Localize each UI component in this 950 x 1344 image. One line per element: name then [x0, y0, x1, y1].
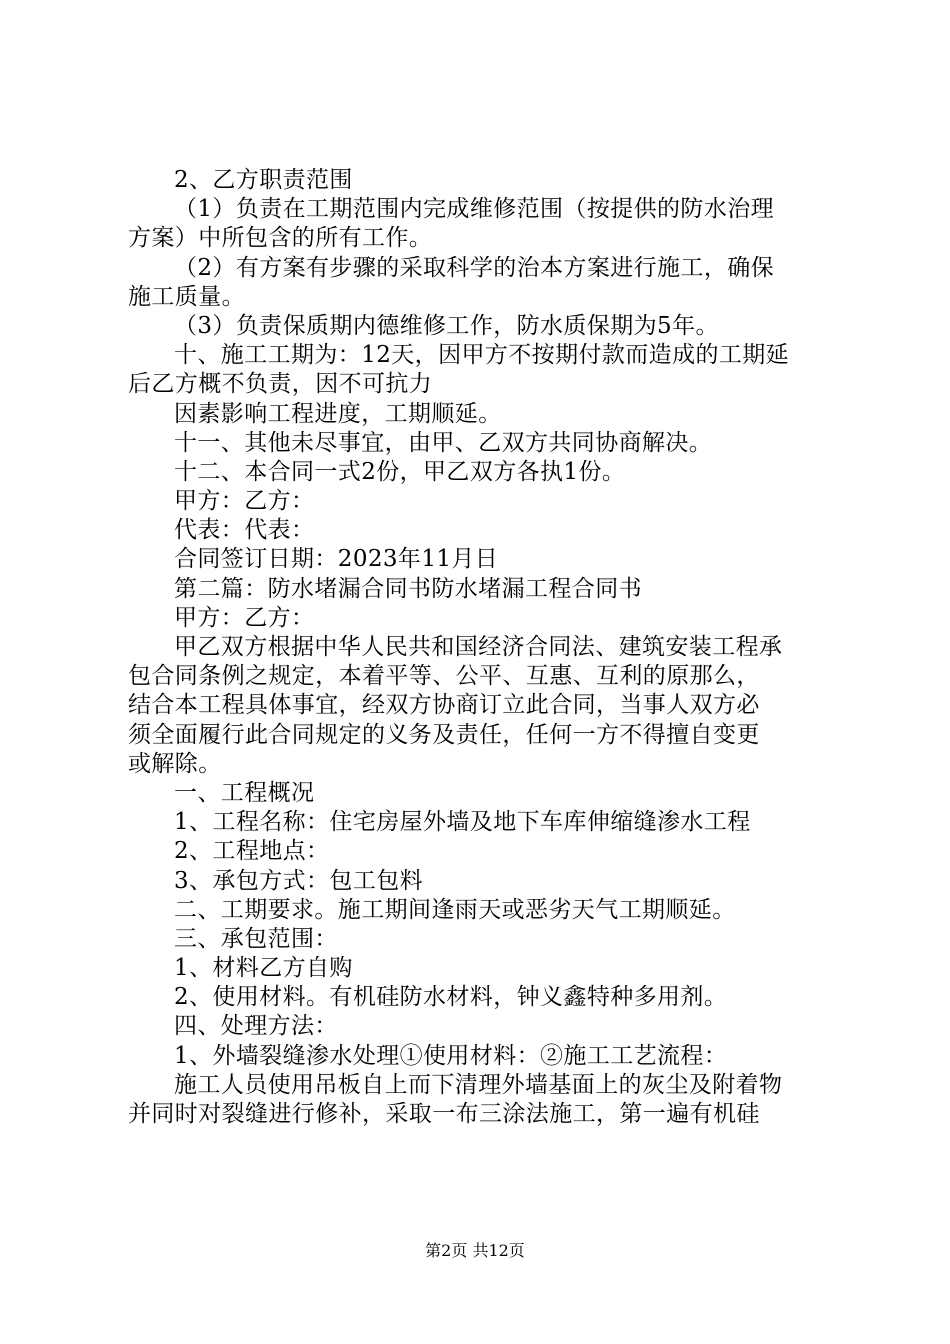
- text-line: 并同时对裂缝进行修补，采取一布三涂法施工，第一遍有机硅: [128, 1101, 760, 1127]
- text-line: 1、材料乙方自购: [174, 955, 353, 982]
- text-line: 十、施工工期为：12天，因甲方不按期付款而造成的工期延: [174, 342, 790, 369]
- text-line: 2、工程地点：: [174, 838, 330, 865]
- text-line: 包合同条例之规定，本着平等、公平、互惠、互利的原那么，: [128, 663, 760, 690]
- text-line: 或解除。: [128, 750, 222, 777]
- text-line: 甲乙双方根据中华人民共和国经济合同法、建筑安装工程承: [174, 634, 783, 660]
- text-line: 结合本工程具体事宜，经双方协商订立此合同，当事人双方必: [128, 692, 760, 719]
- text-line: 施工人员使用吊板自上而下清理外墙基面上的灰尘及附着物: [174, 1071, 783, 1098]
- text-line: 1、外墙裂缝渗水处理①使用材料：②施工工艺流程：: [174, 1042, 728, 1069]
- text-line: 十二、本合同一式2份，甲乙双方各执1份。: [174, 458, 626, 485]
- text-line: 施工质量。: [128, 283, 245, 310]
- text-line: （3）负责保质期内德维修工作，防水质保期为5年。: [174, 312, 719, 339]
- text-line: 1、工程名称：住宅房屋外墙及地下车库伸缩缝渗水工程: [174, 809, 751, 836]
- text-line: 四、处理方法：: [174, 1013, 338, 1040]
- text-line: 因素影响工程进度，工期顺延。: [174, 400, 502, 427]
- text-line: 方案）中所包含的所有工作。: [128, 225, 433, 252]
- page-number-footer: 第2页 共12页: [425, 1241, 525, 1260]
- text-line: 第二篇：防水堵漏合同书防水堵漏工程合同书: [174, 575, 642, 602]
- text-line: 代表：代表：: [174, 517, 315, 544]
- text-line: 二、工期要求。施工期间逢雨天或恶劣天气工期顺延。: [174, 896, 736, 923]
- text-line: 甲方：乙方：: [174, 604, 315, 631]
- document-body: [128, 166, 834, 1129]
- text-line: 后乙方概不负责，因不可抗力: [128, 371, 433, 398]
- text-line: （2）有方案有步骤的采取科学的治本方案进行施工，确保: [174, 254, 775, 281]
- text-line: （1）负责在工期范围内完成维修范围（按提供的防水治理: [174, 196, 775, 223]
- text-line: 合同签订日期：2023年11月日: [174, 546, 499, 573]
- text-line: 须全面履行此合同规定的义务及责任，任何一方不得擅自变更: [128, 721, 760, 748]
- text-line: 一、工程概况: [174, 779, 315, 806]
- text-line: 3、承包方式：包工包料: [174, 867, 424, 894]
- text-line: 十一、其他未尽事宜，由甲、乙双方共同协商解决。: [174, 429, 713, 456]
- text-line: 三、承包范围：: [174, 925, 338, 952]
- text-line: 2、使用材料。有机硅防水材料，钟义鑫特种多用剂。: [174, 984, 728, 1011]
- text-line: 甲方：乙方：: [174, 488, 315, 515]
- text-line: 2、乙方职责范围: [174, 167, 353, 193]
